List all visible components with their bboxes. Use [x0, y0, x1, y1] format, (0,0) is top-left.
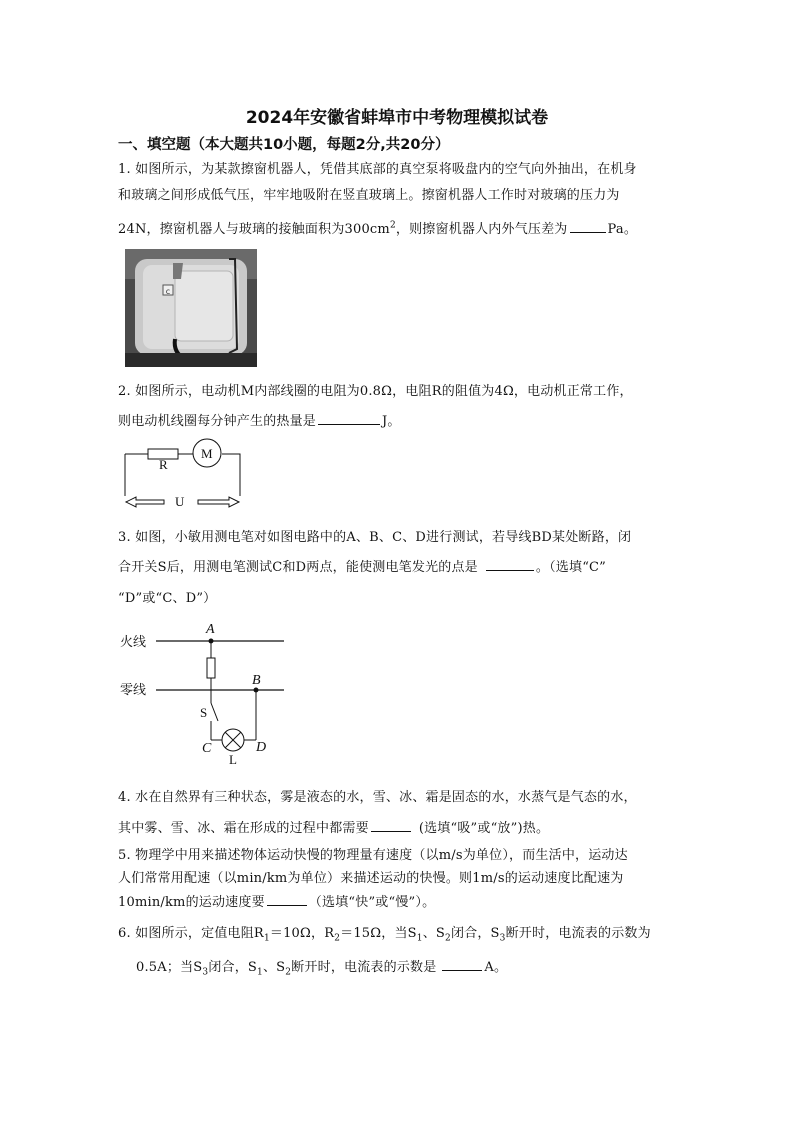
q6-sub-6: 3	[202, 967, 209, 978]
q3-line-2-text: 合开关S后，用测电笔测试C和D两点，能使测电笔发光的点是	[118, 560, 478, 575]
q2-answer-blank[interactable]	[318, 412, 380, 425]
q6-text-1: 6. 如图所示，定值电阻R	[118, 926, 264, 941]
point-b	[254, 688, 259, 693]
q6-text-9: 、S	[262, 960, 286, 975]
q6-unit: A。	[484, 960, 508, 975]
q3-line-3: “D”或“C、D”）	[118, 591, 217, 606]
window-robot-photo	[125, 249, 257, 367]
q6-sub-3: 1	[416, 933, 423, 944]
q1-line-3-text-b: ，则擦窗机器人内外气压差为	[395, 222, 568, 237]
q6-sub-4: 2	[445, 933, 451, 944]
q6-text-6: 断开时，电流表的示数为	[505, 926, 651, 941]
q6-answer-blank[interactable]	[442, 958, 482, 971]
q6-sub-2: 2	[334, 933, 341, 944]
point-d-label: D	[256, 740, 267, 755]
q6-text-10: 断开时，电流表的示数是	[291, 960, 437, 975]
point-b-label: B	[252, 673, 261, 688]
q6-sub-1: 1	[263, 933, 270, 944]
q2-line-2	[118, 410, 401, 429]
photo-letter: c	[165, 287, 171, 296]
q6-line-2	[136, 956, 507, 978]
motor-label: M	[201, 446, 213, 461]
resistor-label: R	[159, 457, 168, 472]
live-wire-label: 火线	[120, 635, 147, 650]
lamp-label: L	[229, 752, 237, 767]
fuse	[207, 658, 215, 678]
q1-superscript: 2	[389, 220, 396, 231]
q6-text-5: 闭合，S	[450, 926, 500, 941]
q6-text-8: 闭合，S	[208, 960, 258, 975]
q3-answer-blank[interactable]	[486, 558, 534, 571]
q1-unit: Pa。	[607, 222, 638, 237]
q2-line-2-text: 则电动机线圈每分钟产生的热量是	[118, 414, 317, 429]
q3-line-1: 3. 如图，小敏用测电笔对如图电路中的A、B、C、D进行测试，若导线BD某处断路，闭	[118, 530, 632, 545]
q6-text-3: ＝15Ω，当S	[340, 926, 417, 941]
q2-line-1: 2. 如图所示，电动机M内部线圈的电阻为0.8Ω，电阻R的阻值为4Ω，电动机正常工作，	[118, 384, 633, 399]
q5-line-3	[118, 891, 435, 910]
q3-line-2-tail: 。（选填“C”	[535, 560, 607, 575]
q4-line-2-text: 其中雾、雪、冰、霜在形成的过程中都需要	[118, 821, 369, 836]
q6-text-2: ＝10Ω，R	[269, 926, 335, 941]
neutral-wire-label: 零线	[120, 683, 147, 698]
switch-s	[211, 703, 218, 721]
q2-circuit-wires	[125, 454, 240, 496]
q5-line-1: 5. 物理学中用来描述物体运动快慢的物理量有速度（以m/s为单位），而生活中，运动达	[118, 848, 628, 863]
q1-line-2: 和玻璃之间形成低气压，牢牢地吸附在竖直玻璃上。擦窗机器人工作时对玻璃的压力为	[118, 188, 620, 203]
q4-answer-blank[interactable]	[371, 819, 411, 832]
q6-line-1	[118, 922, 651, 944]
q5-answer-blank[interactable]	[267, 893, 307, 906]
q2-circuit-diagram	[118, 436, 248, 514]
point-a-label: A	[206, 622, 215, 637]
q1-answer-blank[interactable]	[570, 220, 606, 233]
q3-line-2	[118, 556, 606, 575]
q5-line-3-text: 10min/km的运动速度要	[118, 895, 265, 910]
q1-line-1: 1. 如图所示，为某款擦窗机器人，凭借其底部的真空泵将吸盘内的空气向外抽出，在机身	[118, 162, 637, 177]
q3-circuit-diagram	[118, 618, 288, 770]
q4-line-2-tail: (选填“吸”或“放”)热。	[418, 821, 550, 836]
q5-line-2: 人们常常用配速（以min/km为单位）来描述运动的快慢。则1m/s的运动速度比配速为	[118, 871, 624, 886]
q6-sub-5: 3	[499, 933, 506, 944]
section-heading: 一、填空题（本大题共10小题，每题2分,共20分）	[118, 137, 450, 153]
q6-sub-7: 1	[257, 967, 263, 978]
q1-line-3-text: 24N，擦窗机器人与玻璃的接触面积为300cm	[118, 222, 390, 237]
q4-line-2	[118, 817, 549, 836]
q6-text-4: 、S	[422, 926, 446, 941]
q6-text-7: 0.5A；当S	[136, 960, 203, 975]
q4-line-1: 4. 水在自然界有三种状态，雾是液态的水，雪、冰、霜是固态的水，水蒸气是气态的水，	[118, 790, 637, 805]
q2-unit: J。	[382, 414, 401, 429]
point-c-label: C	[202, 741, 212, 756]
voltage-label: U	[175, 494, 185, 509]
q1-line-3	[118, 218, 637, 237]
q6-sub-8: 2	[285, 967, 292, 978]
q5-line-3-tail: （选填“快”或“慢”）。	[308, 895, 436, 910]
switch-label: S	[200, 705, 208, 720]
page-title: 2024年安徽省蚌埠市中考物理模拟试卷	[245, 108, 549, 128]
